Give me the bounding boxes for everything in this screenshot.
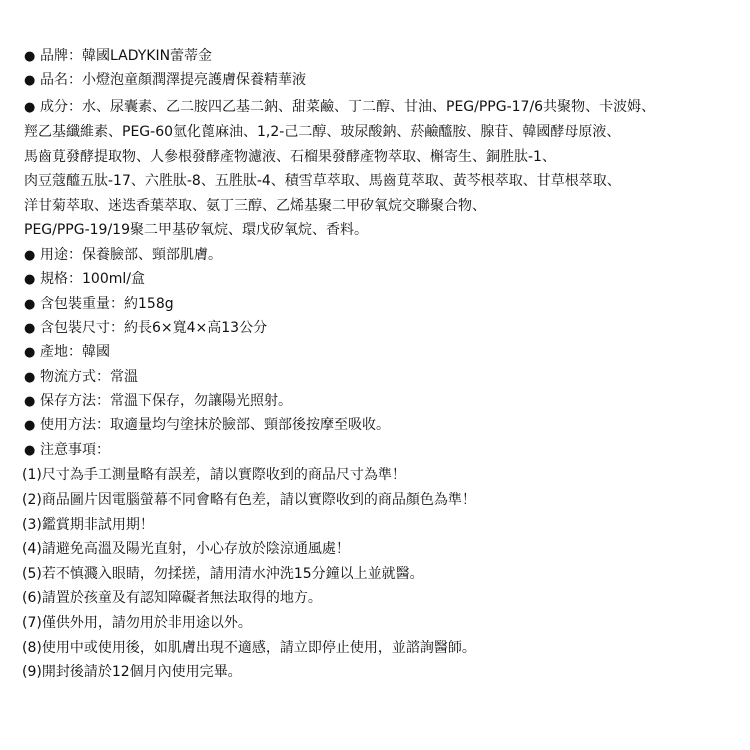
ingredients-continued-1: 羥乙基纖維素、PEG-60氫化蓖麻油、1,2-己二醇、玻尿酸鈉、菸鹼醯胺、腺苷、韓國酵母原液、 [24, 124, 621, 140]
precaution-item-8: (8)使用中或使用後，如肌膚出現不適感，請立即停止使用，並諮詢醫師。 [22, 640, 476, 656]
bullet-icon: ● [24, 272, 36, 287]
product-name-text: 品名：小燈泡童顏潤澤提亮護膚保養精華液 [40, 72, 306, 88]
origin-text: 產地：韓國 [40, 344, 110, 360]
precaution-item-2: (2)商品圖片因電腦螢幕不同會略有色差，請以實際收到的商品顏色為準！ [22, 492, 476, 508]
shipping-line [24, 368, 736, 387]
bullet-icon: ● [24, 345, 36, 360]
dimensions-text: 含包裝尺寸：約長6×寬4×高13公分 [40, 320, 268, 336]
ingredients-continued-3: 肉豆蔻醯五肽-17、六胜肽-8、五胜肽-4、積雪草萃取、馬齒莧萃取、黃芩根萃取、甘草根萃取、 [24, 173, 621, 189]
precautions-heading [24, 441, 736, 460]
ingredients-text: 成分：水、尿囊素、乙二胺四乙基二鈉、甜菜鹼、丁二醇、甘油、PEG/PPG-17/6共聚物、卡波姆、 [40, 99, 656, 115]
bullet-icon: ● [24, 443, 36, 458]
brand-line [24, 47, 736, 66]
precaution-item-1: (1)尺寸為手工測量略有誤差，請以實際收到的商品尺寸為準！ [22, 467, 406, 483]
dimensions-line [24, 319, 736, 338]
bullet-icon: ● [24, 100, 36, 115]
directions-text: 使用方法：取適量均勻塗抹於臉部、頸部後按摩至吸收。 [40, 417, 390, 433]
bullet-icon: ● [24, 418, 36, 433]
bullet-icon: ● [24, 370, 36, 385]
precaution-item-3: (3)鑑賞期非試用期！ [22, 517, 154, 533]
ingredients-continued-4: 洋甘菊萃取、迷迭香葉萃取、氨丁三醇、乙烯基聚二甲矽氧烷交聯聚合物、 [24, 198, 486, 214]
product-name-line [24, 71, 736, 90]
spec-text: 規格：100ml/盒 [40, 271, 145, 287]
precaution-item-6: (6)請置於孩童及有認知障礙者無法取得的地方。 [22, 590, 322, 606]
bullet-icon: ● [24, 73, 36, 88]
usage-text: 用途：保養臉部、頸部肌膚。 [40, 247, 222, 263]
usage-line [24, 246, 736, 265]
precaution-item-9: (9)開封後請於12個月內使用完畢。 [22, 664, 242, 680]
bullet-icon: ● [24, 297, 36, 312]
precaution-item-4: (4)請避免高溫及陽光直射，小心存放於陰涼通風處！ [22, 541, 350, 557]
bullet-icon: ● [24, 321, 36, 336]
ingredients-line [24, 98, 736, 117]
bullet-icon: ● [24, 49, 36, 64]
ingredients-continued-5: PEG/PPG-19/19聚二甲基矽氧烷、環戊矽氧烷、香料。 [24, 222, 368, 238]
spec-line [24, 270, 736, 289]
bullet-icon: ● [24, 394, 36, 409]
ingredients-continued-2: 馬齒莧發酵提取物、人參根發酵產物濾液、石榴果發酵產物萃取、槲寄生、銅胜肽-1、 [24, 149, 556, 165]
storage-line [24, 392, 736, 411]
precaution-item-5: (5)若不慎濺入眼睛，勿揉搓，請用清水沖洗15分鐘以上並就醫。 [22, 566, 424, 582]
storage-text: 保存方法：常溫下保存，勿讓陽光照射。 [40, 393, 292, 409]
precautions-heading-text: 注意事項： [40, 442, 110, 458]
weight-line [24, 295, 736, 314]
directions-line [24, 416, 736, 435]
origin-line [24, 343, 736, 362]
brand-text: 品牌：韓國LADYKIN蕾蒂金 [40, 48, 213, 64]
shipping-text: 物流方式：常溫 [40, 369, 138, 385]
weight-text: 含包裝重量：約158g [40, 296, 174, 312]
precaution-item-7: (7)僅供外用，請勿用於非用途以外。 [22, 615, 252, 631]
bullet-icon: ● [24, 248, 36, 263]
